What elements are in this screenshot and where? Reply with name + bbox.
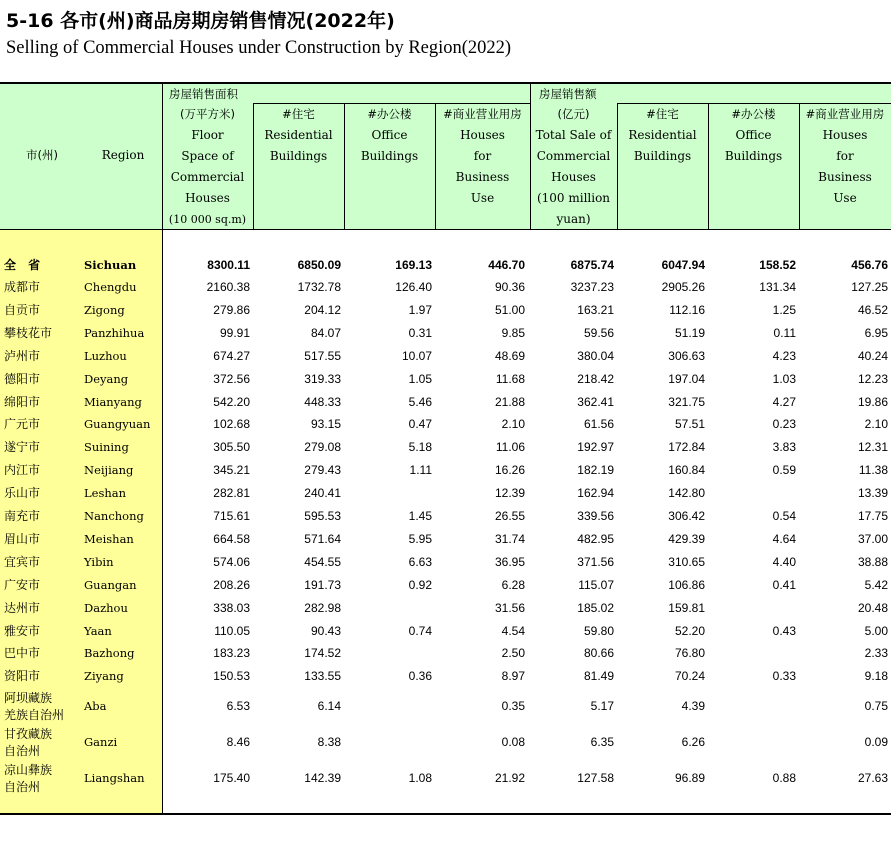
cell-value: 133.55 bbox=[304, 669, 341, 684]
cell-value: 84.07 bbox=[310, 325, 341, 340]
table-row bbox=[0, 346, 891, 367]
cell-value: 6875.74 bbox=[570, 258, 614, 272]
cell-value: 0.09 bbox=[864, 735, 888, 749]
cell-value: 6.28 bbox=[501, 577, 525, 592]
region-name-cn: 广元市 bbox=[4, 417, 41, 432]
cell-value: 664.58 bbox=[213, 531, 250, 546]
cell-value: 8.46 bbox=[226, 735, 250, 749]
cell-value: 9.85 bbox=[501, 325, 525, 340]
cell-value: 197.04 bbox=[668, 371, 705, 386]
cell-value: 46.52 bbox=[857, 302, 888, 317]
region-name-en: Bazhong bbox=[84, 646, 135, 661]
cell-value: 1.05 bbox=[408, 371, 432, 386]
table-row bbox=[0, 483, 891, 504]
cell-value: 0.59 bbox=[772, 463, 796, 478]
cell-value: 16.26 bbox=[494, 463, 525, 478]
cell-value: 126.40 bbox=[395, 280, 432, 294]
header-bottom-rule bbox=[0, 229, 891, 230]
cell-value: 542.20 bbox=[213, 394, 250, 409]
cell-value: 48.69 bbox=[494, 348, 525, 363]
header-floor-business: #商业营业用房 Houses for Business Use bbox=[443, 107, 522, 205]
cell-value: 80.66 bbox=[583, 646, 614, 661]
cell-value: 279.43 bbox=[304, 463, 341, 478]
cell-value: 1.45 bbox=[408, 509, 432, 523]
header-floor-office: #办公楼 Office Buildings bbox=[360, 107, 419, 163]
cell-value: 11.38 bbox=[858, 463, 888, 478]
cell-value: 1.08 bbox=[408, 771, 432, 785]
cell-value: 185.02 bbox=[577, 600, 614, 615]
region-name-cn: 全 省 bbox=[4, 258, 45, 272]
cell-value: 131.34 bbox=[759, 280, 796, 294]
cell-value: 38.88 bbox=[857, 554, 888, 569]
cell-value: 76.80 bbox=[674, 646, 705, 661]
cell-value: 448.33 bbox=[304, 394, 341, 409]
cell-value: 6850.09 bbox=[297, 258, 341, 272]
cell-value: 371.56 bbox=[577, 554, 614, 569]
region-name-en: Sichuan bbox=[84, 258, 137, 272]
cell-value: 106.86 bbox=[668, 577, 705, 592]
table-row bbox=[0, 552, 891, 573]
cell-value: 0.33 bbox=[772, 669, 796, 684]
cell-value: 204.12 bbox=[304, 302, 341, 317]
cell-value: 517.55 bbox=[304, 348, 341, 363]
cell-value: 306.63 bbox=[668, 348, 705, 363]
cell-value: 51.19 bbox=[674, 325, 705, 340]
cell-value: 4.64 bbox=[772, 531, 796, 546]
table-row bbox=[0, 437, 891, 458]
cell-value: 4.23 bbox=[772, 348, 796, 363]
cell-value: 0.92 bbox=[408, 577, 432, 592]
table-row bbox=[0, 506, 891, 527]
cell-value: 70.24 bbox=[674, 669, 705, 684]
cell-value: 110.05 bbox=[214, 623, 250, 638]
cell-value: 27.63 bbox=[857, 771, 888, 785]
cell-value: 3237.23 bbox=[570, 280, 614, 294]
region-name-cn: 攀枝花市 bbox=[4, 325, 53, 340]
cell-value: 0.23 bbox=[772, 417, 796, 432]
cell-value: 13.39 bbox=[857, 486, 888, 501]
region-name-cn: 巴中市 bbox=[4, 646, 41, 661]
cell-value: 163.21 bbox=[577, 302, 614, 317]
cell-value: 2905.26 bbox=[661, 280, 705, 294]
cell-value: 0.36 bbox=[408, 669, 432, 684]
region-name-cn: 乐山市 bbox=[4, 486, 41, 501]
region-name-en: Neijiang bbox=[84, 463, 134, 478]
cell-value: 2.50 bbox=[501, 646, 525, 661]
cell-value: 9.18 bbox=[864, 669, 888, 684]
cell-value: 102.68 bbox=[213, 417, 250, 432]
header-floor-total: (万平方米) Floor Space of Commercial Houses (10 000 sq.m) bbox=[168, 107, 247, 226]
cell-value: 11.68 bbox=[495, 371, 525, 386]
cell-value: 339.56 bbox=[577, 509, 614, 523]
header-region-en: Region bbox=[101, 148, 145, 162]
cell-value: 715.61 bbox=[213, 509, 250, 523]
cell-value: 310.65 bbox=[668, 554, 705, 569]
cell-value: 5.95 bbox=[408, 531, 432, 546]
cell-value: 172.84 bbox=[668, 440, 705, 455]
region-name-cn: 南充市 bbox=[4, 509, 41, 523]
cell-value: 175.40 bbox=[213, 771, 250, 785]
cell-value: 372.56 bbox=[213, 371, 250, 386]
region-name-cn: 宜宾市 bbox=[4, 554, 41, 569]
cell-value: 61.56 bbox=[583, 417, 614, 432]
table-title-english: Selling of Commercial Houses under Construction by Region(2022) bbox=[6, 38, 512, 58]
region-name-cn: 自贡市 bbox=[4, 302, 41, 317]
cell-value: 0.08 bbox=[501, 735, 525, 749]
header-floor-residential: #住宅 Residential Buildings bbox=[264, 107, 333, 163]
cell-value: 454.55 bbox=[304, 554, 341, 569]
cell-value: 1.97 bbox=[408, 302, 432, 317]
cell-value: 218.42 bbox=[577, 371, 614, 386]
cell-value: 37.00 bbox=[857, 531, 888, 546]
table-row bbox=[0, 643, 891, 664]
cell-value: 169.13 bbox=[395, 258, 432, 272]
cell-value: 127.25 bbox=[851, 280, 888, 294]
cell-value: 574.06 bbox=[213, 554, 250, 569]
region-name-en: Meishan bbox=[84, 531, 134, 546]
cell-value: 0.75 bbox=[864, 699, 888, 713]
cell-value: 6.35 bbox=[590, 735, 614, 749]
cell-value: 429.39 bbox=[668, 531, 705, 546]
region-name-en: Deyang bbox=[84, 371, 129, 386]
cell-value: 59.56 bbox=[583, 325, 614, 340]
cell-value: 8.97 bbox=[501, 669, 525, 684]
cell-value: 240.41 bbox=[304, 486, 341, 501]
header-sales-office: #办公楼 Office Buildings bbox=[724, 107, 783, 163]
cell-value: 11.06 bbox=[495, 440, 525, 455]
cell-value: 6.26 bbox=[681, 735, 705, 749]
header-city-cn: 市(州) bbox=[26, 148, 58, 162]
region-name-cn: 达州市 bbox=[4, 600, 41, 615]
cell-value: 279.08 bbox=[304, 440, 341, 455]
cell-value: 192.97 bbox=[577, 440, 614, 455]
table-row bbox=[0, 690, 891, 724]
cell-value: 81.49 bbox=[583, 669, 614, 684]
cell-value: 36.95 bbox=[494, 554, 525, 569]
header-sales-business: #商业营业用房 Houses for Business Use bbox=[805, 107, 885, 205]
cell-value: 142.80 bbox=[668, 486, 705, 501]
cell-value: 90.36 bbox=[494, 280, 525, 294]
cell-value: 0.11 bbox=[773, 325, 796, 340]
cell-value: 2160.38 bbox=[206, 280, 250, 294]
cell-value: 160.84 bbox=[668, 463, 705, 478]
cell-value: 162.94 bbox=[577, 486, 614, 501]
region-name-cn: 凉山彝族 自治州 bbox=[4, 763, 53, 794]
region-name-cn: 眉山市 bbox=[4, 531, 41, 546]
cell-value: 90.43 bbox=[310, 623, 341, 638]
cell-value: 446.70 bbox=[488, 258, 525, 272]
table-title-chinese: 5-16 各市(州)商品房期房销售情况(2022年) bbox=[6, 10, 395, 32]
cell-value: 0.41 bbox=[772, 577, 796, 592]
cell-value: 208.26 bbox=[213, 577, 250, 592]
cell-value: 112.16 bbox=[669, 302, 705, 317]
cell-value: 12.23 bbox=[857, 371, 888, 386]
top-rule bbox=[0, 82, 891, 84]
cell-value: 362.41 bbox=[577, 394, 614, 409]
cell-value: 0.74 bbox=[408, 623, 432, 638]
cell-value: 321.75 bbox=[668, 394, 705, 409]
cell-value: 4.39 bbox=[681, 699, 705, 713]
cell-value: 12.31 bbox=[857, 440, 888, 455]
cell-value: 5.17 bbox=[590, 699, 614, 713]
header-sales-residential: #住宅 Residential Buildings bbox=[628, 107, 697, 163]
header-floor-space-group: 房屋销售面积 bbox=[169, 87, 238, 101]
region-name-en: Liangshan bbox=[84, 771, 145, 785]
cell-value: 0.43 bbox=[772, 623, 796, 638]
region-name-cn: 资阳市 bbox=[4, 669, 41, 684]
region-name-en: Nanchong bbox=[84, 509, 144, 523]
cell-value: 40.24 bbox=[857, 348, 888, 363]
cell-value: 2.10 bbox=[864, 417, 888, 432]
table-row-total bbox=[0, 255, 891, 276]
cell-value: 4.40 bbox=[772, 554, 796, 569]
cell-value: 182.19 bbox=[577, 463, 614, 478]
cell-value: 1.25 bbox=[772, 302, 796, 317]
header-sales-total: (亿元) Total Sale of Commercial Houses (100 million yuan) bbox=[535, 107, 612, 226]
cell-value: 319.33 bbox=[304, 371, 341, 386]
cell-value: 6047.94 bbox=[661, 258, 705, 272]
cell-value: 6.63 bbox=[408, 554, 432, 569]
cell-value: 3.83 bbox=[772, 440, 796, 455]
cell-value: 571.64 bbox=[304, 531, 341, 546]
region-name-cn: 泸州市 bbox=[4, 348, 41, 363]
cell-value: 0.54 bbox=[772, 509, 796, 523]
cell-value: 456.76 bbox=[851, 258, 888, 272]
cell-value: 6.95 bbox=[864, 325, 888, 340]
cell-value: 51.00 bbox=[494, 302, 525, 317]
table-row bbox=[0, 369, 891, 390]
cell-value: 5.42 bbox=[864, 577, 888, 592]
cell-value: 59.80 bbox=[583, 623, 614, 638]
cell-value: 305.50 bbox=[213, 440, 250, 455]
region-name-en: Luzhou bbox=[84, 348, 127, 363]
region-name-cn: 广安市 bbox=[4, 577, 41, 592]
cell-value: 21.88 bbox=[494, 394, 525, 409]
cell-value: 0.31 bbox=[408, 325, 432, 340]
cell-value: 96.89 bbox=[674, 771, 705, 785]
region-name-en: Chengdu bbox=[84, 280, 137, 294]
cell-value: 10.07 bbox=[401, 348, 432, 363]
cell-value: 21.92 bbox=[494, 771, 525, 785]
table-row bbox=[0, 414, 891, 435]
cell-value: 6.53 bbox=[226, 699, 250, 713]
cell-value: 99.91 bbox=[219, 325, 250, 340]
cell-value: 115.07 bbox=[578, 577, 614, 592]
header-sales-group: 房屋销售额 bbox=[539, 87, 597, 101]
cell-value: 282.98 bbox=[304, 600, 341, 615]
cell-value: 191.73 bbox=[304, 577, 341, 592]
table-row bbox=[0, 529, 891, 550]
region-name-en: Zigong bbox=[84, 302, 125, 317]
table-row bbox=[0, 621, 891, 642]
cell-value: 306.42 bbox=[668, 509, 705, 523]
region-name-cn: 内江市 bbox=[4, 463, 41, 478]
table-row bbox=[0, 762, 891, 796]
cell-value: 158.52 bbox=[759, 258, 796, 272]
cell-value: 142.39 bbox=[304, 771, 341, 785]
region-name-en: Guangyuan bbox=[84, 417, 151, 432]
cell-value: 20.48 bbox=[857, 600, 888, 615]
cell-value: 1.03 bbox=[772, 371, 796, 386]
cell-value: 674.27 bbox=[213, 348, 250, 363]
table-row bbox=[0, 598, 891, 619]
cell-value: 380.04 bbox=[577, 348, 614, 363]
cell-value: 6.14 bbox=[317, 699, 341, 713]
table-row bbox=[0, 460, 891, 481]
cell-value: 338.03 bbox=[213, 600, 250, 615]
cell-value: 19.86 bbox=[857, 394, 888, 409]
region-name-cn: 阿坝藏族 羌族自治州 bbox=[4, 691, 65, 722]
cell-value: 12.39 bbox=[494, 486, 525, 501]
cell-value: 31.74 bbox=[494, 531, 525, 546]
table-row bbox=[0, 277, 891, 298]
table-row bbox=[0, 575, 891, 596]
cell-value: 0.35 bbox=[501, 699, 525, 713]
region-name-en: Mianyang bbox=[84, 394, 142, 409]
region-name-cn: 雅安市 bbox=[4, 623, 41, 638]
cell-value: 5.18 bbox=[408, 440, 432, 455]
cell-value: 8.38 bbox=[317, 735, 341, 749]
region-name-en: Guangan bbox=[84, 577, 137, 592]
table-row bbox=[0, 300, 891, 321]
cell-value: 482.95 bbox=[577, 531, 614, 546]
region-name-en: Dazhou bbox=[84, 600, 128, 615]
region-name-en: Yibin bbox=[84, 554, 114, 569]
cell-value: 31.56 bbox=[494, 600, 525, 615]
cell-value: 0.88 bbox=[772, 771, 796, 785]
cell-value: 282.81 bbox=[213, 486, 250, 501]
region-name-en: Ganzi bbox=[84, 735, 118, 749]
cell-value: 57.51 bbox=[674, 417, 705, 432]
cell-value: 4.27 bbox=[772, 394, 796, 409]
cell-value: 2.10 bbox=[501, 417, 525, 432]
cell-value: 595.53 bbox=[304, 509, 341, 523]
cell-value: 26.55 bbox=[494, 509, 525, 523]
region-name-cn: 甘孜藏族 自治州 bbox=[4, 727, 53, 758]
cell-value: 17.75 bbox=[857, 509, 888, 523]
region-name-en: Ziyang bbox=[84, 669, 124, 684]
cell-value: 127.58 bbox=[577, 771, 614, 785]
cell-value: 1.11 bbox=[409, 463, 432, 478]
region-name-en: Yaan bbox=[84, 623, 112, 638]
region-name-cn: 德阳市 bbox=[4, 371, 41, 386]
table-row bbox=[0, 666, 891, 687]
bottom-rule bbox=[0, 813, 891, 815]
cell-value: 345.21 bbox=[213, 463, 250, 478]
cell-value: 5.00 bbox=[864, 623, 888, 638]
region-name-en: Panzhihua bbox=[84, 325, 145, 340]
region-name-cn: 绵阳市 bbox=[4, 394, 41, 409]
cell-value: 1732.78 bbox=[297, 280, 341, 294]
cell-value: 150.53 bbox=[213, 669, 250, 684]
region-name-en: Aba bbox=[84, 699, 107, 713]
table-row bbox=[0, 726, 891, 760]
cell-value: 183.23 bbox=[213, 646, 250, 661]
region-name-cn: 遂宁市 bbox=[4, 440, 41, 455]
cell-value: 52.20 bbox=[674, 623, 705, 638]
cell-value: 174.52 bbox=[304, 646, 341, 661]
table-row bbox=[0, 323, 891, 344]
cell-value: 2.33 bbox=[864, 646, 888, 661]
cell-value: 0.47 bbox=[408, 417, 432, 432]
region-name-en: Suining bbox=[84, 440, 129, 455]
cell-value: 5.46 bbox=[408, 394, 432, 409]
cell-value: 8300.11 bbox=[207, 258, 250, 272]
cell-value: 279.86 bbox=[213, 302, 250, 317]
cell-value: 93.15 bbox=[310, 417, 341, 432]
cell-value: 4.54 bbox=[501, 623, 525, 638]
region-name-cn: 成都市 bbox=[4, 280, 41, 294]
table-row bbox=[0, 392, 891, 413]
region-name-en: Leshan bbox=[84, 486, 127, 501]
cell-value: 159.81 bbox=[668, 600, 705, 615]
